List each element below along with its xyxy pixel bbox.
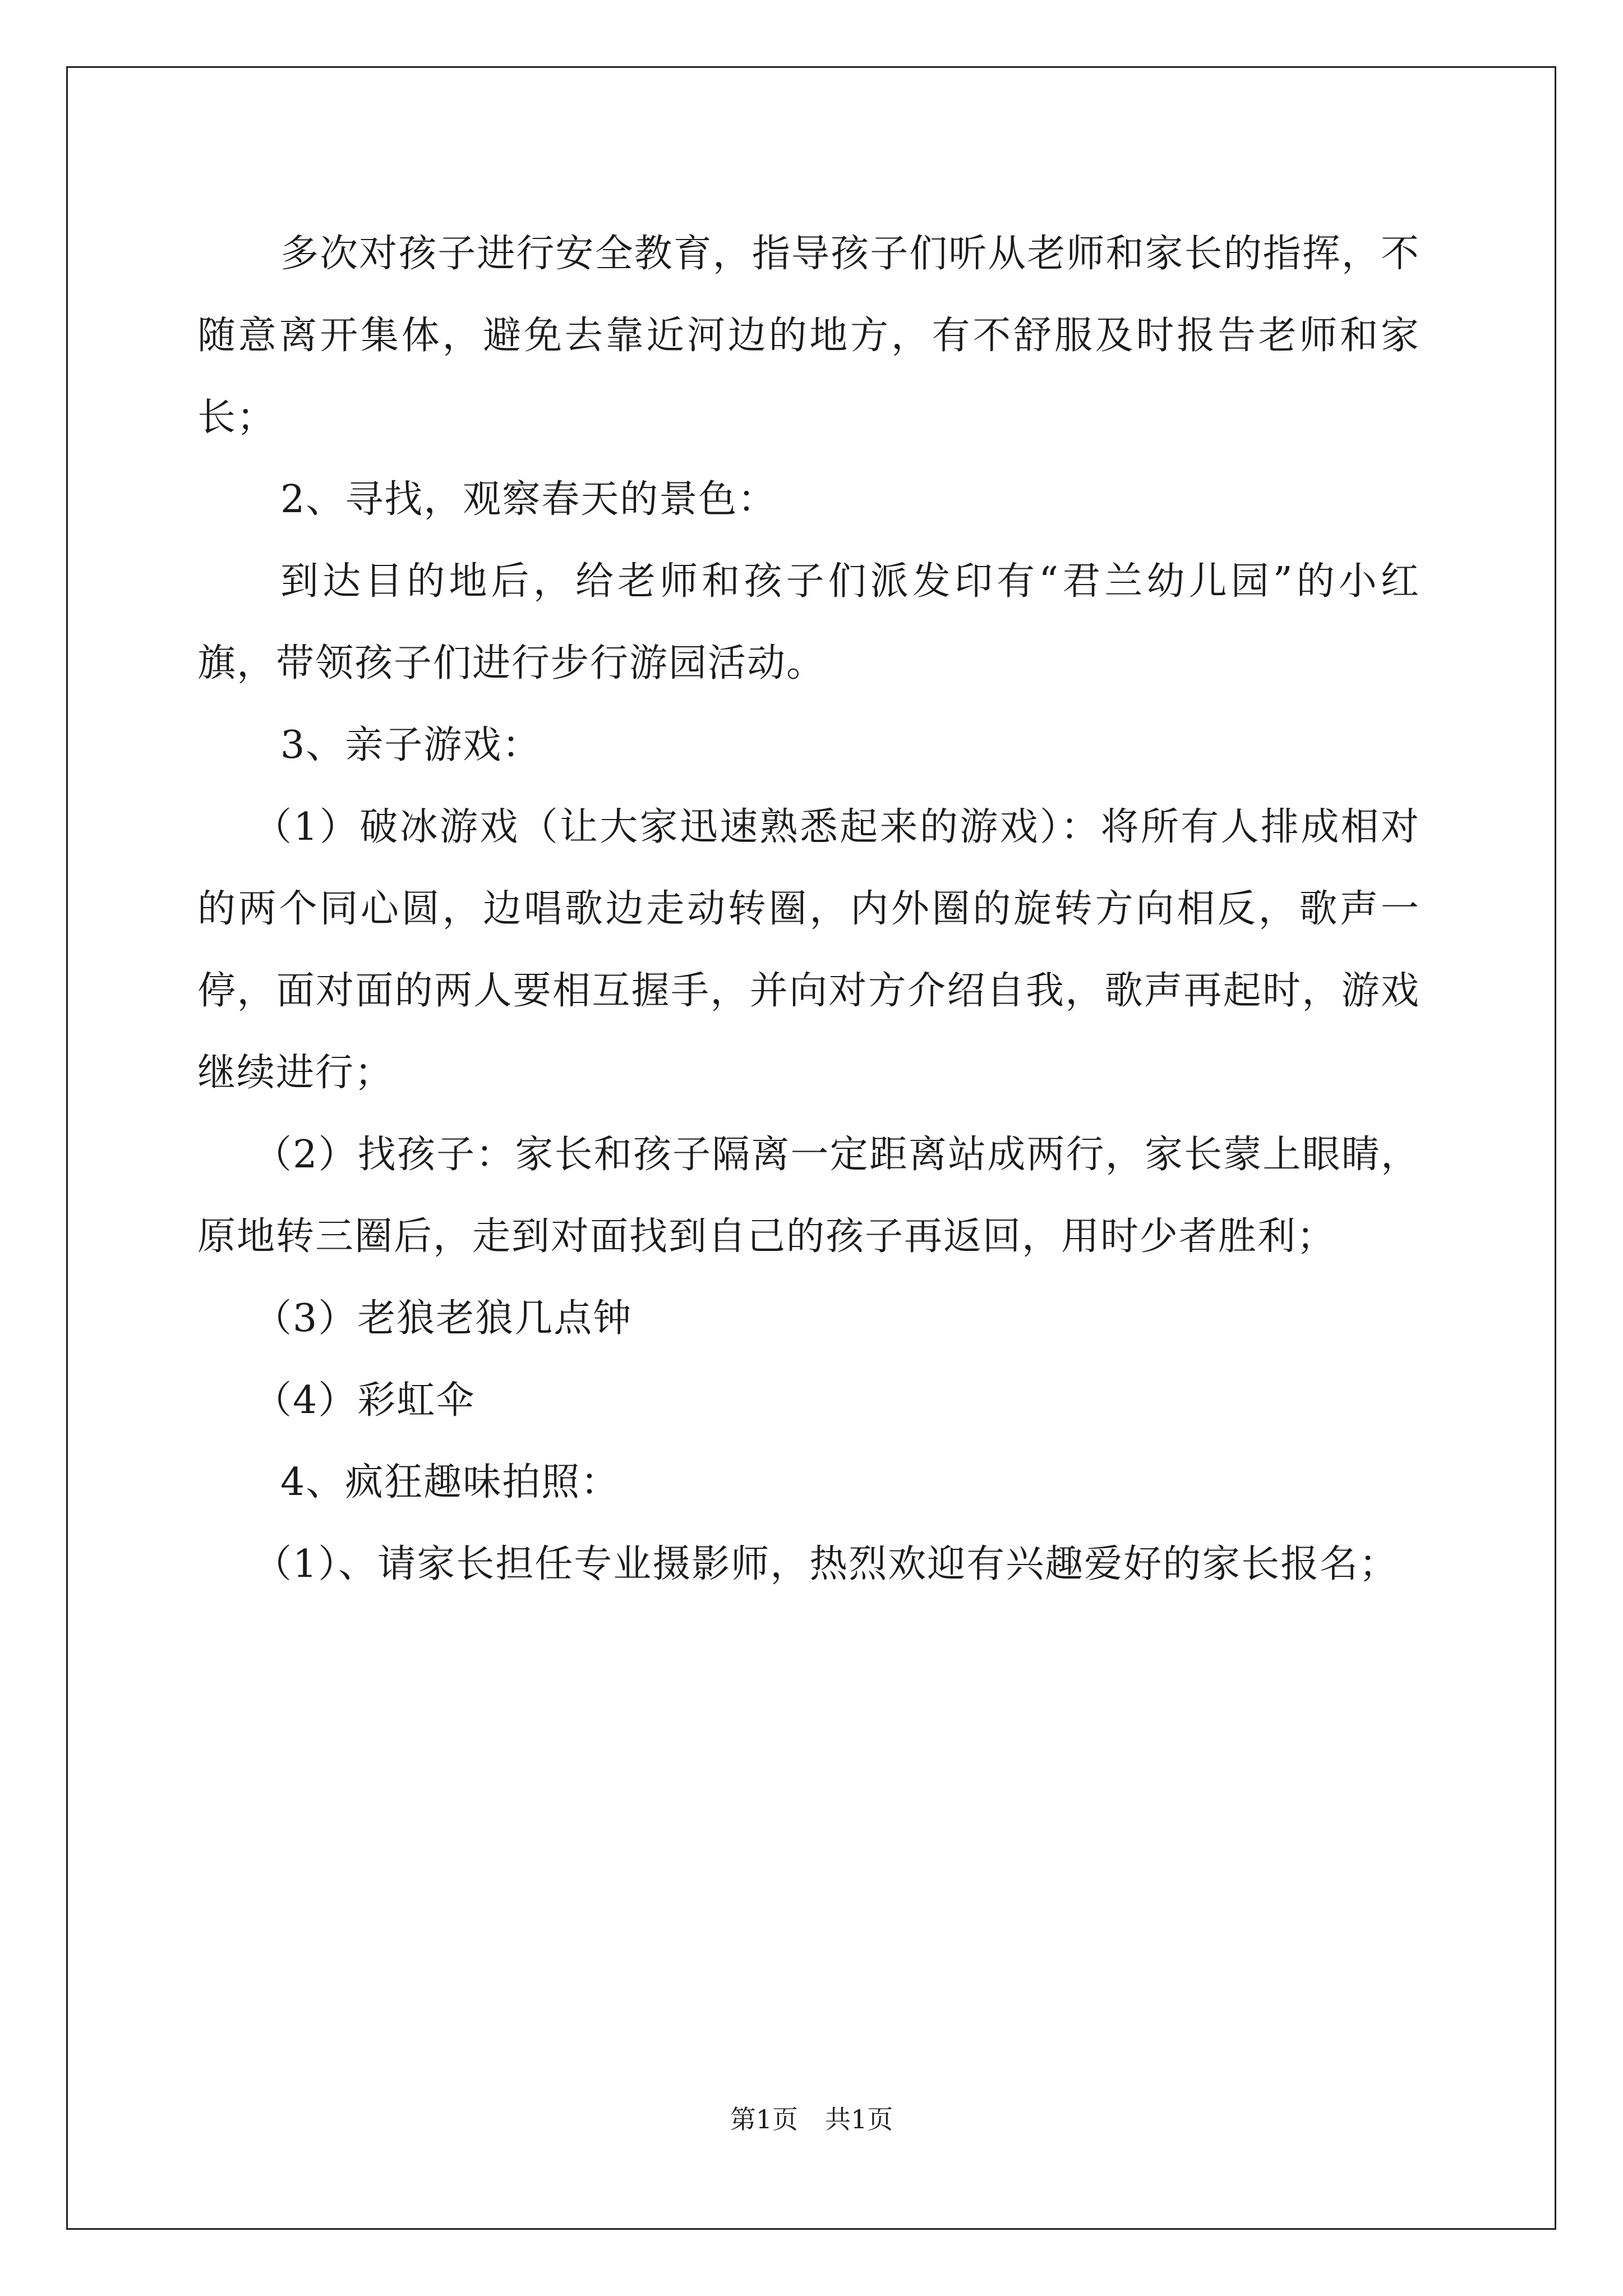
paragraph-safety: 多次对孩子进行安全教育，指导孩子们听从老师和家长的指挥，不随意离开集体，避免去靠近河边的地方，有不舒服及时报告老师和家长； — [197, 232, 1420, 440]
page-footer — [0, 2102, 1623, 2136]
page-number: 第1页 — [730, 2104, 798, 2134]
paragraph-heading-3: 3、亲子游戏： — [280, 723, 542, 767]
paragraph-game-4: （4）彩虹伞 — [253, 1378, 476, 1423]
paragraph-arrival: 到达目的地后，给老师和孩子们派发印有“君兰幼儿园”的小红旗，带领孩子们进行步行游园活动。 — [197, 559, 1420, 685]
page-total: 共1页 — [825, 2104, 893, 2134]
paragraph-heading-2: 2、寻找，观察春天的景色： — [280, 477, 777, 522]
paragraph-heading-4: 4、疯狂趣味拍照： — [280, 1460, 620, 1504]
paragraph-game-1: （1）破冰游戏（让大家迅速熟悉起来的游戏）：将所有人排成相对的两个同心圆，边唱歌边走动转圈，内外圈的旋转方向相反，歌声一停，面对面的两人要相互握手，并向对方介绍自我，歌声再起时，游戏继续进行； — [197, 805, 1420, 1095]
document-body — [197, 213, 1420, 1605]
paragraph-photo-1: （1）、请家长担任专业摄影师，热烈欢迎有兴趣爱好的家长报名； — [253, 1542, 1399, 1586]
paragraph-game-3: （3）老狼老狼几点钟 — [253, 1296, 633, 1341]
paragraph-game-2: （2）找孩子：家长和孩子隔离一定距离站成两行，家长蒙上眼睛，原地转三圈后，走到对面找到自己的孩子再返回，用时少者胜利； — [197, 1133, 1420, 1259]
